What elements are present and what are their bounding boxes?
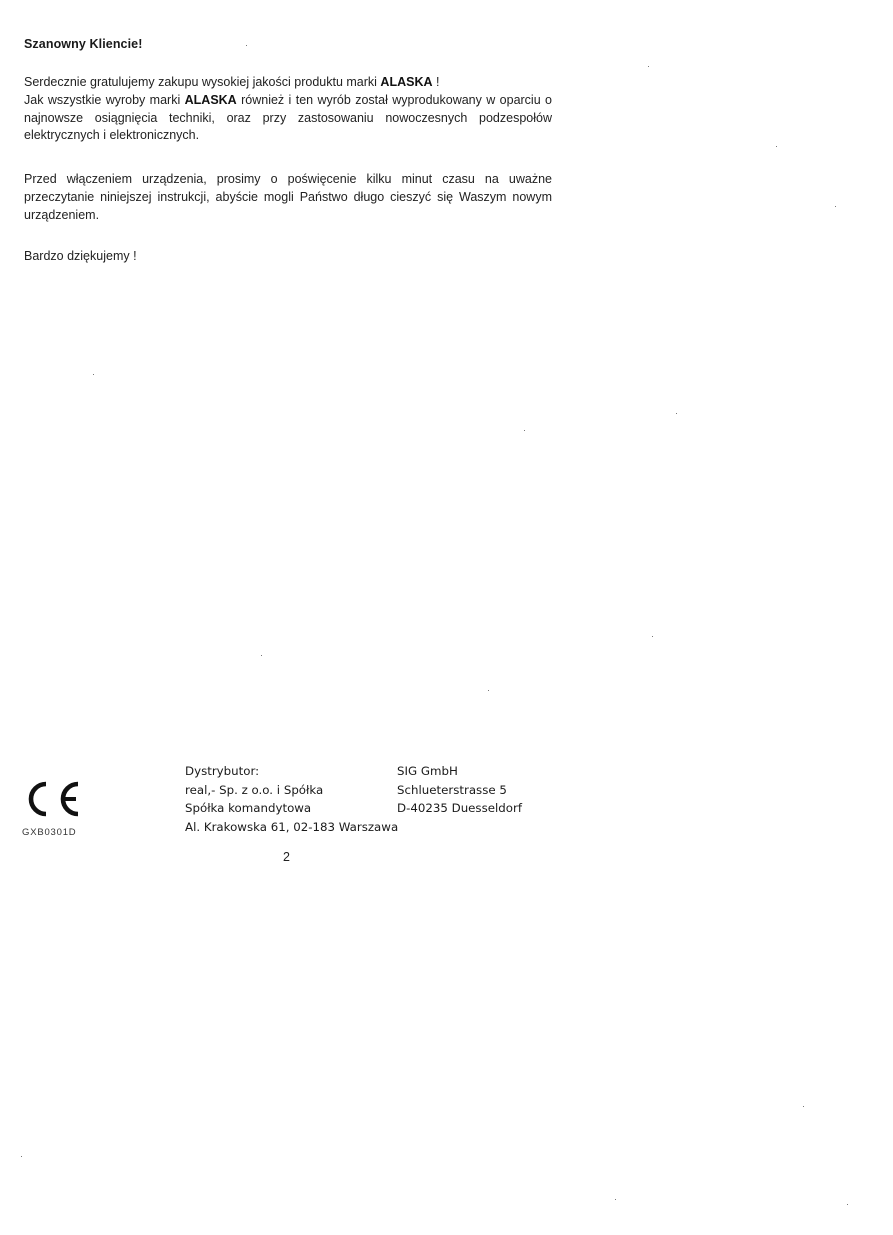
distributor-company: real,- Sp. z o.o. i Spółka — [185, 782, 324, 797]
intro-line1-end: ! — [432, 75, 440, 89]
scan-speck — [676, 413, 677, 414]
scan-speck — [776, 146, 777, 147]
instruction-paragraph: Przed włączeniem urządzenia, prosimy o poświęcenie kilku minut czasu na uważne przeczytanie niniejszej instrukcji, abyście mogli Państwo długo cieszyć się Waszym nowym urządzeniem. — [24, 172, 552, 222]
scan-speck — [847, 1204, 848, 1205]
thanks-paragraph: Bardzo dziękujemy ! — [24, 249, 137, 263]
scan-speck — [21, 1156, 22, 1157]
intro-line2-text: Jak wszystkie wyroby marki — [24, 92, 185, 107]
scan-speck — [246, 45, 247, 46]
manufacturer-street: Schlueterstrasse 5 — [397, 782, 507, 797]
scan-speck — [835, 206, 836, 207]
intro-paragraph — [24, 74, 552, 145]
manufacturer-block — [397, 762, 597, 818]
intro-line1-text: Serdecznie gratulujemy zakupu wysokiej jakości produktu marki — [24, 75, 381, 89]
scan-speck — [261, 655, 262, 656]
scan-speck — [615, 1199, 616, 1200]
brand-name: ALASKA — [380, 75, 433, 89]
manufacturer-city: D-40235 Duesseldorf — [397, 801, 522, 816]
brand-name: ALASKA — [184, 92, 237, 107]
ce-mark-icon — [22, 778, 86, 820]
scan-speck — [652, 636, 653, 637]
distributor-label: Dystrybutor: — [185, 764, 260, 778]
manufacturer-name: SIG GmbH — [397, 764, 458, 778]
scan-speck — [524, 430, 525, 431]
scan-speck — [648, 66, 649, 67]
distributor-address: Al. Krakowska 61, 02-183 Warszawa — [185, 819, 399, 834]
scan-speck — [93, 374, 94, 375]
distributor-company-type: Spółka komandytowa — [185, 801, 312, 816]
intro-line2-rest: również i ten wyrób został wyprodukowany w oparciu o najnowsze osiągnięcia techniki, oraz przy zastosowaniu nowoczesnych podzespołów elektrycznych i elektronicznych. — [24, 92, 552, 143]
scan-speck — [488, 690, 489, 691]
scan-speck — [803, 1106, 804, 1107]
model-code: GXB0301D — [22, 827, 77, 838]
page-number: 2 — [283, 850, 290, 864]
greeting-heading: Szanowny Kliencie! — [24, 37, 143, 51]
